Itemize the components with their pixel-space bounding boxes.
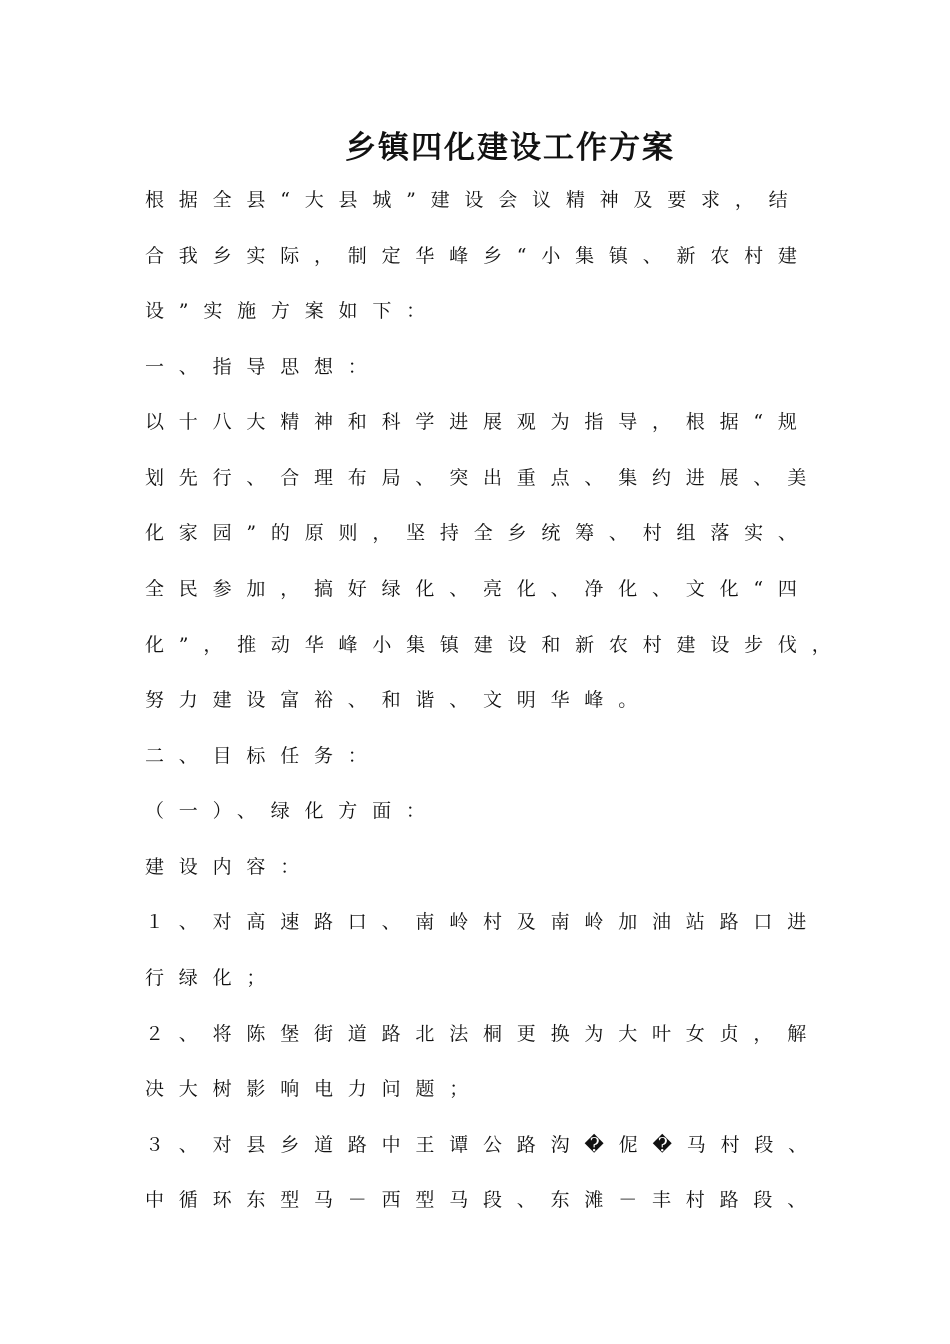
text-line: 决大树影响电力问题；	[145, 1078, 484, 1100]
text-line: 建设内容：	[145, 856, 315, 878]
section-heading: 一、指导思想：	[145, 356, 382, 378]
text-line: 行绿化；	[145, 967, 281, 989]
text-line: 以十八大精神和科学进展观为指导，根据“规	[145, 411, 812, 433]
list-item: ２、将陈堡街道路北法桐更换为大叶女贞，解	[145, 1023, 822, 1045]
text-line: 化家园”的原则，坚持全乡统筹、村组落实、	[145, 522, 812, 544]
text-line: 努力建设富裕、和谐、文明华峰。	[145, 689, 653, 711]
text-line: 设”实施方案如下：	[145, 300, 440, 322]
text-line: 中循环东型马－西型马段、东滩－丰村路段、	[145, 1189, 822, 1211]
text-line: 根据全县“大县城”建设会议精神及要求，结	[145, 189, 803, 211]
text-line: 全民参加，搞好绿化、亮化、净化、文化“四	[145, 578, 812, 600]
section-heading: 二、目标任务：	[145, 745, 382, 767]
text-line: 合我乡实际，制定华峰乡“小集镇、新农村建	[145, 245, 812, 267]
text-line: 划先行、合理布局、突出重点、集约进展、美	[145, 467, 822, 489]
document-title: 乡镇四化建设工作方案	[345, 130, 675, 166]
text-line: 化”，推动华峰小集镇建设和新农村建设步伐，	[145, 634, 846, 656]
subsection-heading: （一）、绿化方面：	[145, 800, 440, 822]
list-item: １、对高速路口、南岭村及南岭加油站路口进	[145, 911, 822, 933]
list-item: ３、对县乡道路中王谭公路沟�伲�马村段、	[145, 1134, 822, 1156]
